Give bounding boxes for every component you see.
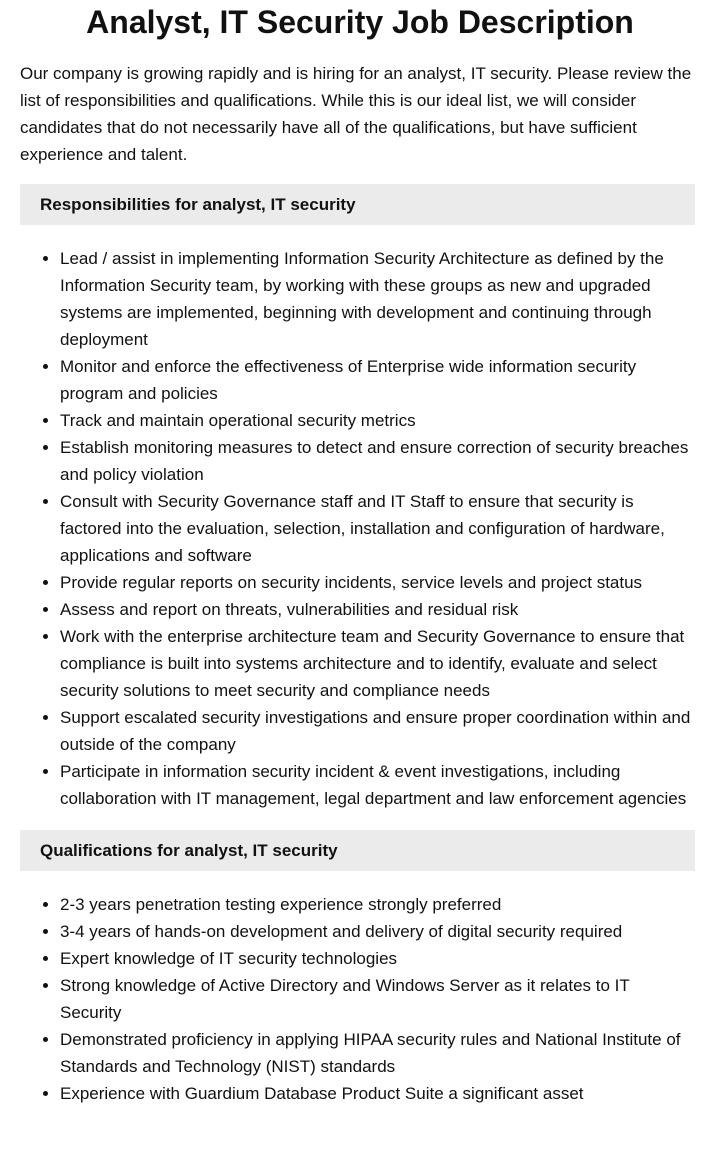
responsibilities-heading: Responsibilities for analyst, IT security: [20, 184, 695, 225]
responsibilities-list: [20, 245, 695, 812]
list-item: • Demonstrated proficiency in applying HIPAA security rules and National Institute of Standards and Technology (NIST) standards: [60, 1026, 695, 1080]
list-item: • Provide regular reports on security incidents, service levels and project status: [60, 569, 695, 596]
list-item: • Assess and report on threats, vulnerabilities and residual risk: [60, 596, 695, 623]
list-item: • Monitor and enforce the effectiveness of Enterprise wide information security program and policies: [60, 353, 695, 407]
list-item: • Work with the enterprise architecture team and Security Governance to ensure that compliance is built into systems architecture and to identify, evaluate and select security solutions to meet security and compliance needs: [60, 623, 695, 704]
list-item: • Track and maintain operational security metrics: [60, 407, 695, 434]
qualifications-heading: Qualifications for analyst, IT security: [20, 830, 695, 871]
list-item: • Experience with Guardium Database Product Suite a significant asset: [60, 1080, 695, 1107]
list-item: • Participate in information security incident & event investigations, including collaboration with IT management, legal department and law enforcement agencies: [60, 758, 695, 812]
list-item: • Consult with Security Governance staff and IT Staff to ensure that security is factored into the evaluation, selection, installation and configuration of hardware, applications and software: [60, 488, 695, 569]
list-item: • Establish monitoring measures to detect and ensure correction of security breaches and policy violation: [60, 434, 695, 488]
list-item: • 2-3 years penetration testing experience strongly preferred: [60, 891, 695, 918]
list-item: • 3-4 years of hands-on development and delivery of digital security required: [60, 918, 695, 945]
list-item: • Strong knowledge of Active Directory and Windows Server as it relates to IT Security: [60, 972, 695, 1026]
intro-paragraph: Our company is growing rapidly and is hiring for an analyst, IT security. Please review the list of responsibilities and qualifications. While this is our ideal list, we will consider candidates that do not necessarily have all of the qualifications, but have sufficient experience and talent.: [20, 64, 692, 164]
list-item: • Support escalated security investigations and ensure proper coordination within and outside of the company: [60, 704, 695, 758]
list-item: • Lead / assist in implementing Information Security Architecture as defined by the Information Security team, by working with these groups as new and upgraded systems are implemented, beginning with development and continuing through deployment: [60, 245, 695, 353]
list-item: • Expert knowledge of IT security technologies: [60, 945, 695, 972]
page-title: Analyst, IT Security Job Description: [86, 4, 634, 40]
qualifications-list: [20, 891, 695, 1107]
